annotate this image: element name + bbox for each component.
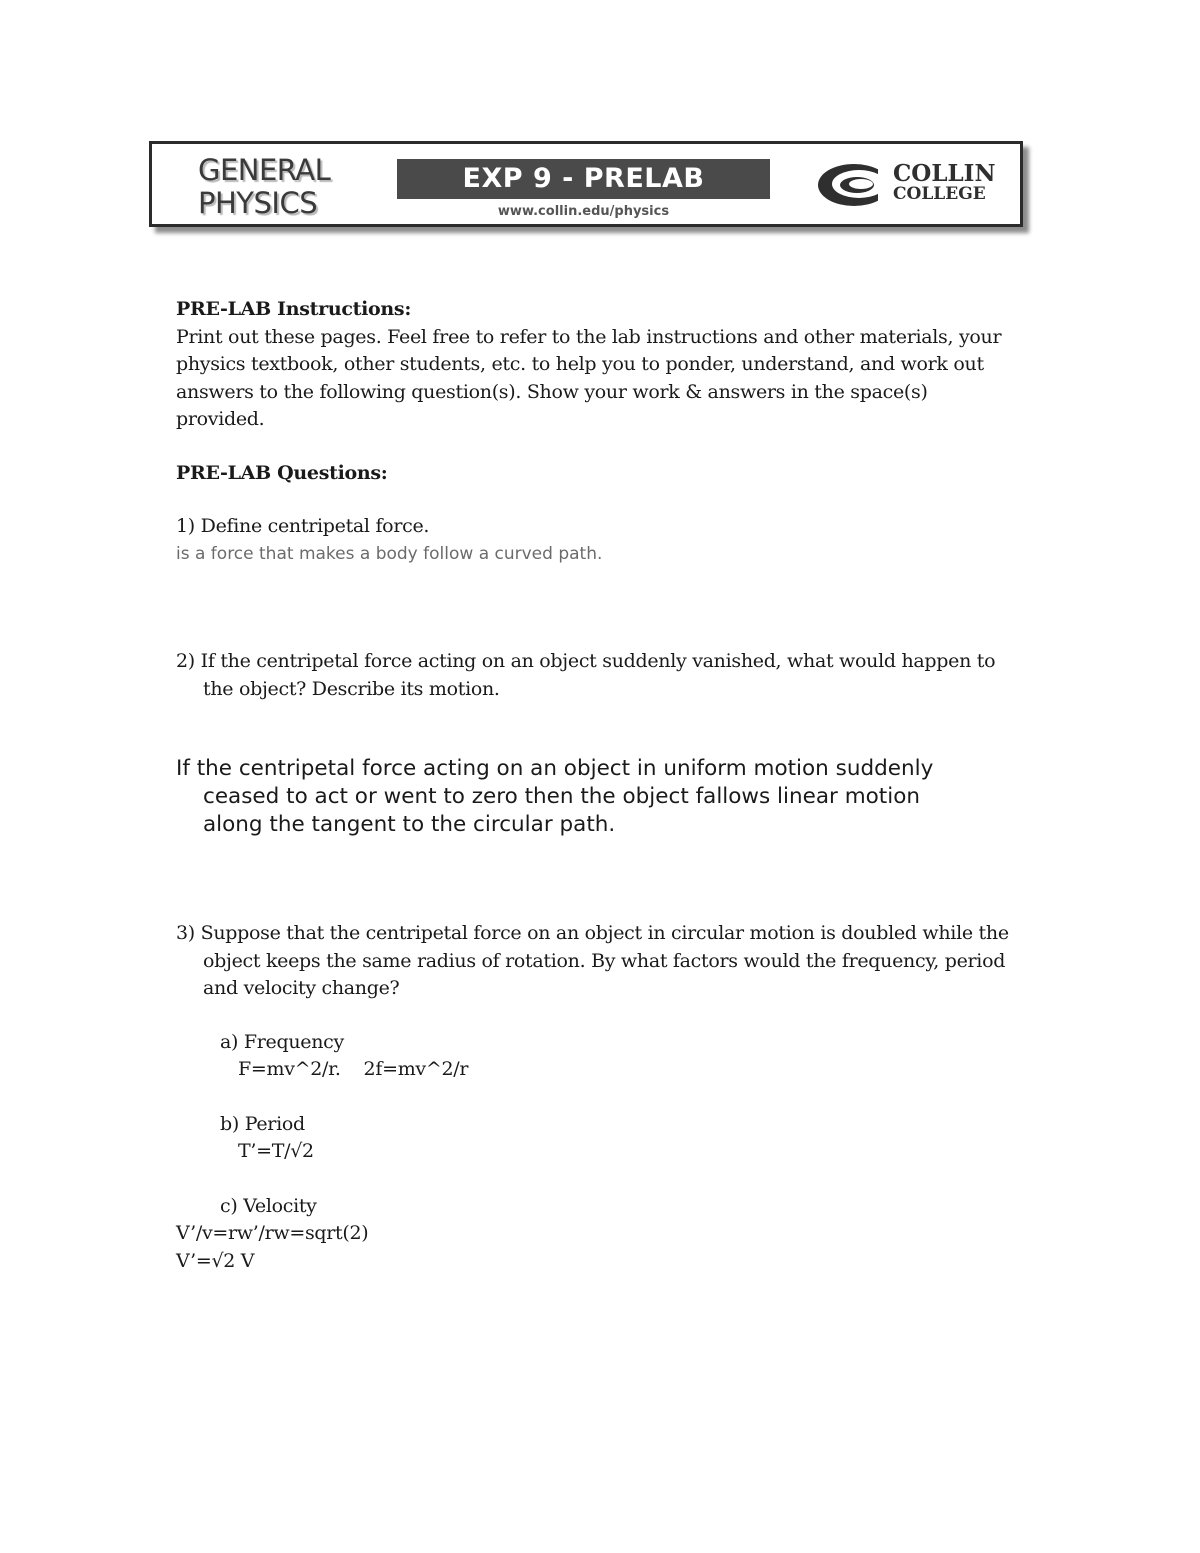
question-3-line-3: and velocity change? bbox=[203, 977, 400, 999]
velocity-answer-line-2: V’=√2 V bbox=[176, 1249, 255, 1272]
logo-line-1: COLLIN bbox=[893, 160, 996, 187]
question-2-line-1: 2) If the centripetal force acting on an object suddenly vanished, what would happen to bbox=[176, 650, 996, 672]
question-3-line-2: object keeps the same radius of rotation. By what factors would the frequency, period bbox=[203, 949, 1006, 972]
question-1: 1) Define centripetal force. bbox=[176, 515, 430, 537]
header-banner bbox=[149, 141, 1023, 227]
velocity-answer-line-1: V’/v=rw’/rw=sqrt(2) bbox=[176, 1222, 369, 1244]
question-2-answer-line-2: ceased to act or went to zero then the object fallows linear motion bbox=[203, 784, 920, 809]
velocity-label: c) Velocity bbox=[220, 1194, 317, 1217]
instructions-line-2: physics textbook, other students, etc. to help you to ponder, understand, and work out bbox=[176, 353, 984, 375]
logo-wordmark bbox=[893, 162, 995, 203]
collin-college-logo bbox=[816, 158, 1011, 212]
document-body bbox=[176, 296, 1026, 1275]
physics-url: www.collin.edu/physics bbox=[497, 204, 670, 219]
question-2-answer-line-1: If the centripetal force acting on an object in uniform motion suddenly bbox=[176, 756, 934, 781]
questions-heading: PRE-LAB Questions: bbox=[176, 461, 388, 484]
question-1-answer: is a force that makes a body follow a curved path. bbox=[176, 543, 603, 564]
collin-swoosh-icon bbox=[816, 160, 894, 208]
general-physics-brand bbox=[198, 154, 330, 220]
logo-line-2: COLLEGE bbox=[893, 184, 986, 204]
question-3-line-1: 3) Suppose that the centripetal force on an object in circular motion is doubled while the bbox=[176, 922, 1009, 944]
instructions-line-4: provided. bbox=[176, 408, 265, 430]
question-2-answer-line-3: along the tangent to the circular path. bbox=[203, 812, 616, 837]
brand-line-2: PHYSICS bbox=[198, 186, 318, 220]
instructions-line-1: Print out these pages. Feel free to refer to the lab instructions and other materials, your bbox=[176, 325, 1002, 348]
frequency-label: a) Frequency bbox=[220, 1030, 344, 1053]
instructions-heading: PRE-LAB Instructions: bbox=[176, 298, 412, 320]
frequency-answer: F=mv^2/r. 2f=mv^2/r bbox=[238, 1058, 469, 1080]
experiment-title: EXP 9 - PRELAB bbox=[397, 159, 770, 199]
period-answer: T’=T/√2 bbox=[238, 1140, 314, 1162]
question-2-line-2: the object? Describe its motion. bbox=[203, 677, 500, 700]
period-label: b) Period bbox=[220, 1112, 305, 1135]
brand-line-1: GENERAL bbox=[198, 153, 331, 187]
instructions-line-3: answers to the following question(s). Show your work & answers in the space(s) bbox=[176, 380, 928, 403]
